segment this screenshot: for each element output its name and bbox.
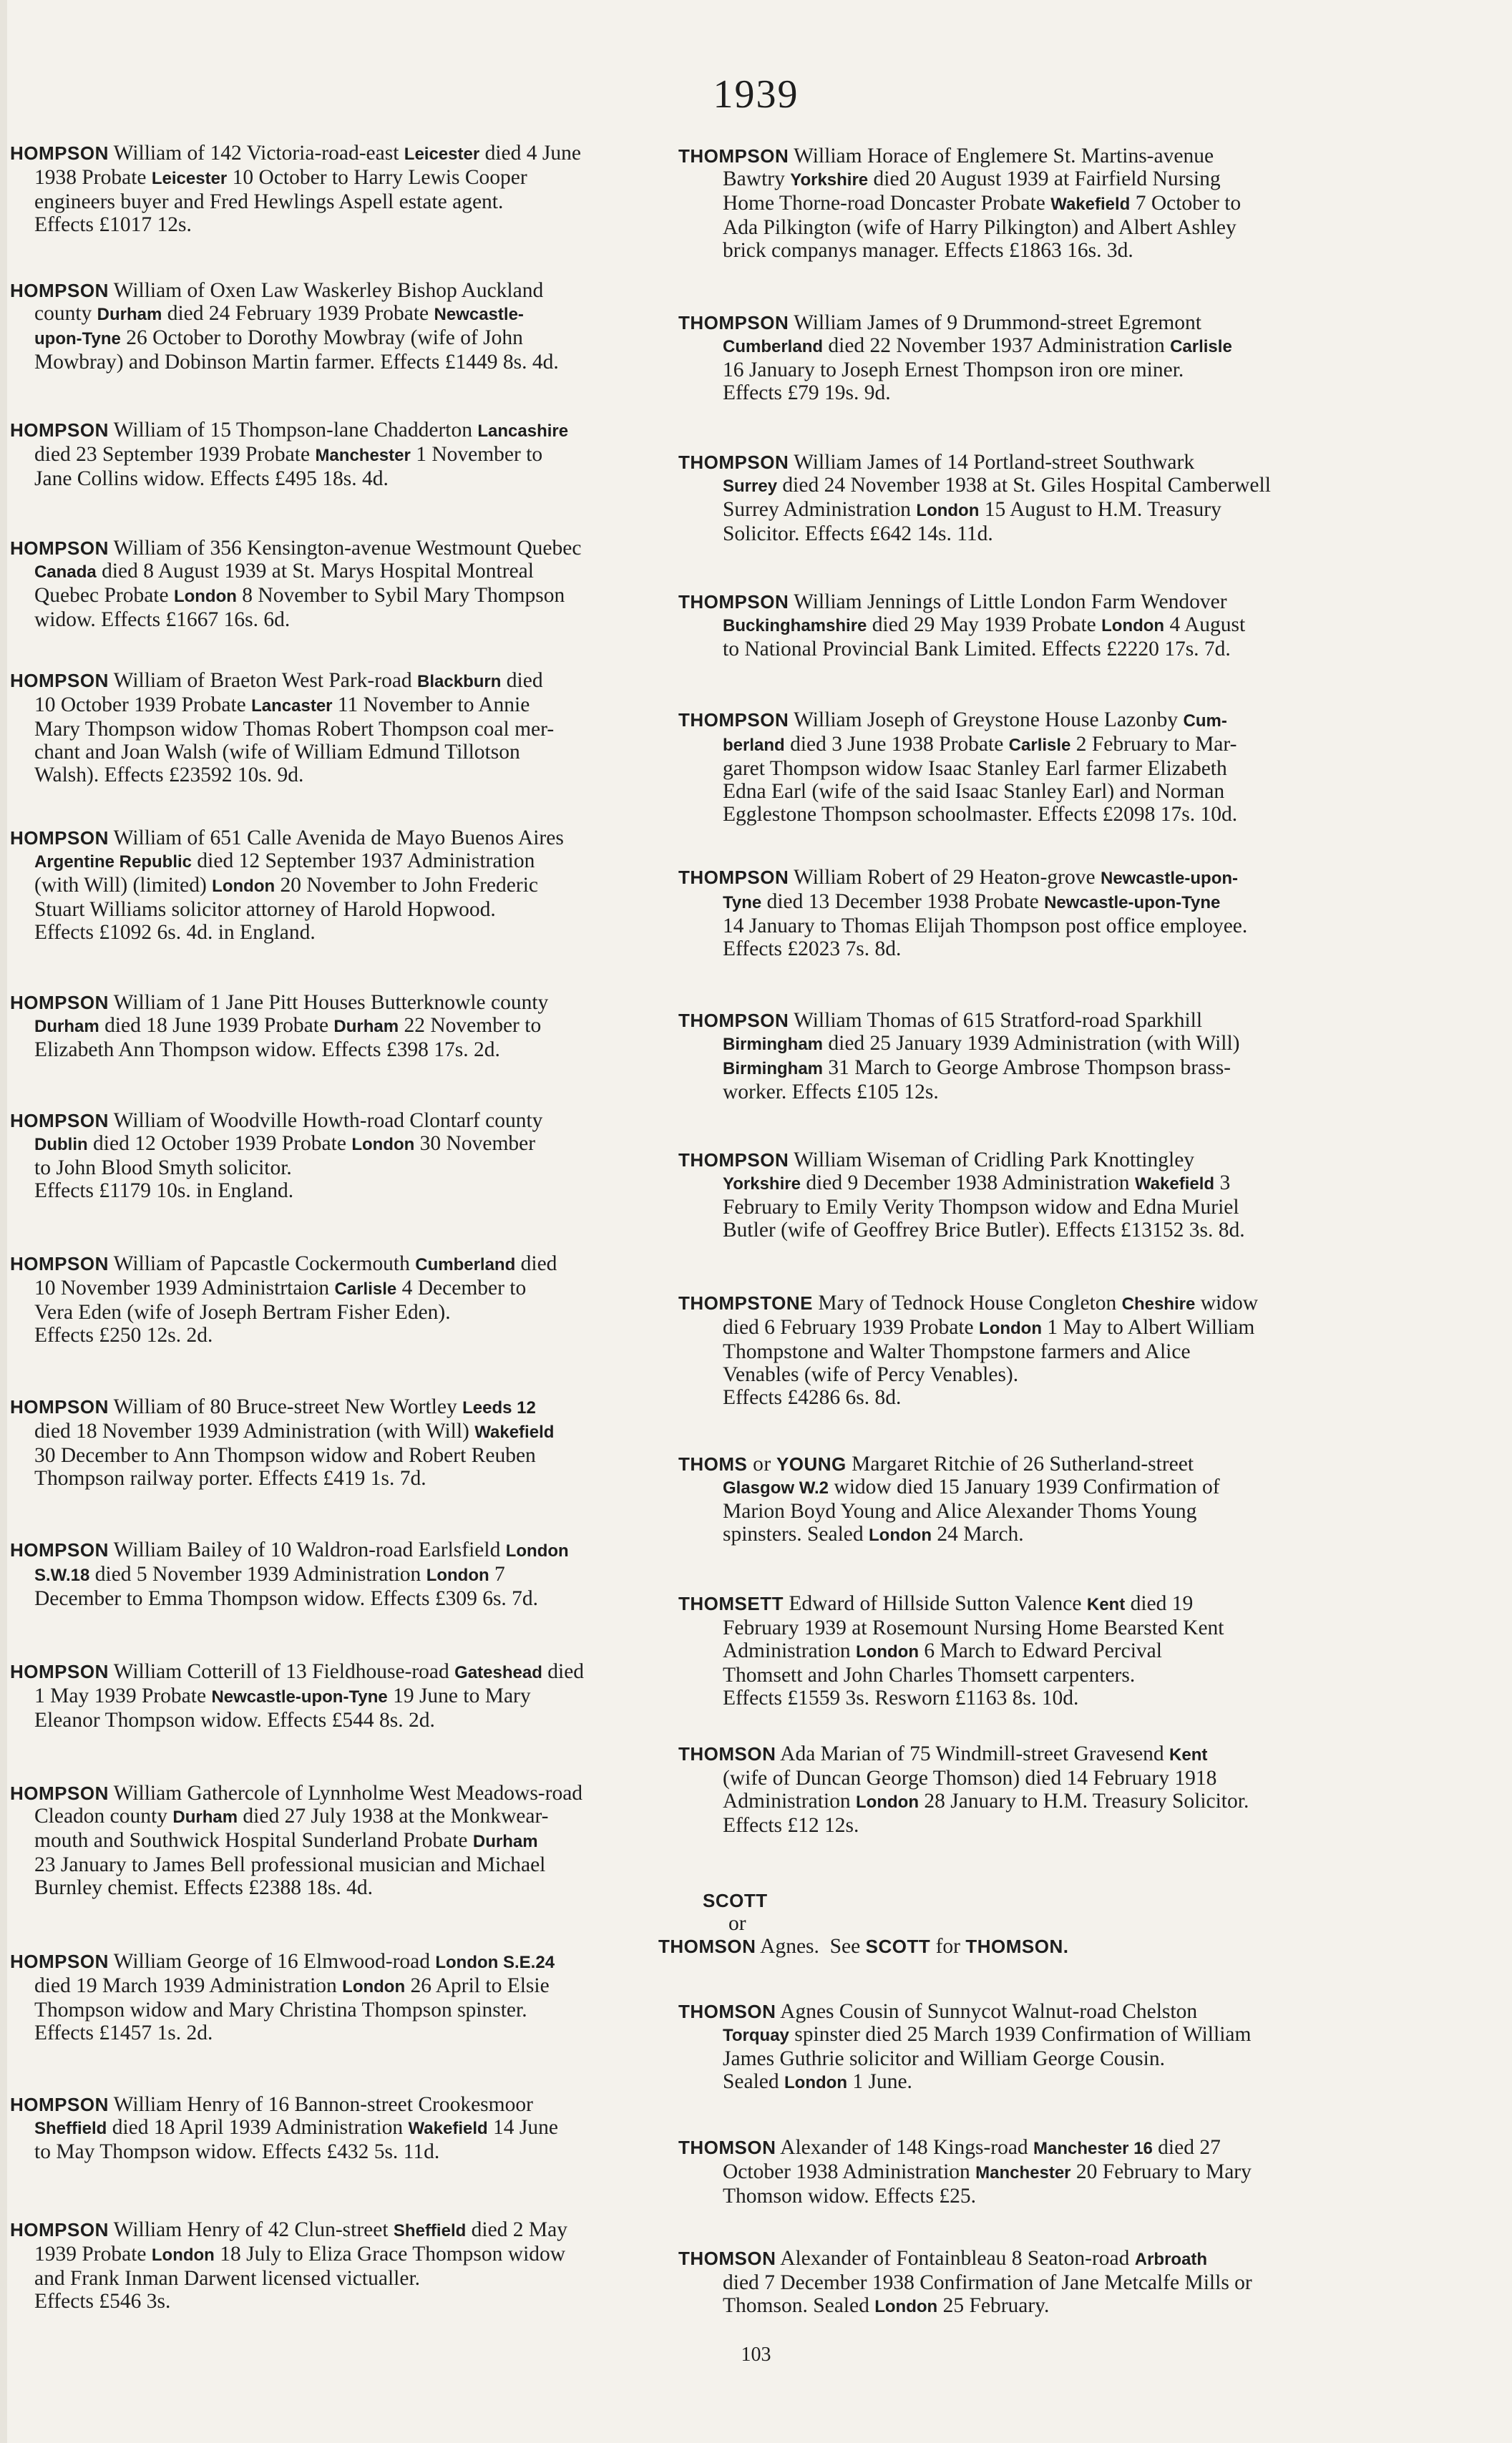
left-entry: HOMPSON William of Oxen Law Waskerley Bishop Auckland county Durham died 24 February 1939 Probate Newcastle- upon-Tyne 26 October to Dorothy Mowbray (wife of John Mowbray) and Dobinson Martin farmer. Effects £1449 8s. 4d. — [10, 279, 559, 374]
entry-surname: THOMPSON — [678, 709, 789, 731]
entry-surname: HOMPSON — [10, 1110, 109, 1131]
entry-surname: THOMSON — [678, 2137, 776, 2158]
left-entry: HOMPSON William Cotterill of 13 Fieldhouse-road Gateshead died 1 May 1939 Probate Newcastle-upon-Tyne 19 June to Mary Eleanor Thompson widow. Effects £544 8s. 2d. — [10, 1660, 585, 1732]
entry-surname: HOMPSON — [10, 2219, 109, 2240]
scott-cross-reference: SCOTT or THOMSON Agnes. See SCOTT for THOMSON. — [658, 1890, 1069, 1958]
page-year-heading: 1939 — [713, 72, 799, 117]
left-entry: HOMPSON William of Braeton West Park-road Blackburn died 10 October 1939 Probate Lancaster 11 November to Annie Mary Thompson widow Thomas Robert Thompson coal mer- chant and Joan Walsh (wife of William Edmund Tillotson Walsh). Effects £23592 10s. 9d. — [10, 669, 555, 786]
entry-surname: HOMPSON — [10, 280, 109, 301]
entry-surname: HOMPSON — [10, 992, 109, 1013]
entry-surname: HOMPSON — [10, 1783, 109, 1804]
right-entry: THOMSON Alexander of Fontainbleau 8 Seaton-road Arbroath died 7 December 1938 Confirmation of Jane Metcalfe Mills or Thomson. Sealed London 25 February. — [678, 2247, 1252, 2317]
entry-surname: HOMPSON — [10, 537, 109, 559]
left-entry: HOMPSON William of 142 Victoria-road-east Leicester died 4 June 1938 Probate Leicester 10 October to Harry Lewis Cooper engineers buyer and Fred Hewlings Aspell estate agent. Effects £1017 12s. — [10, 142, 581, 236]
left-entry: HOMPSON William of 15 Thompson-lane Chadderton Lancashire died 23 September 1939 Probate Manchester 1 November to Jane Collins widow. Effects £495 18s. 4d. — [10, 419, 569, 490]
left-entry: HOMPSON William of 80 Bruce-street New Wortley Leeds 12 died 18 November 1939 Administration (with Will) Wakefield 30 December to Ann Thompson widow and Robert Reuben Thompson railway porter. Effects £419 1s. 7d. — [10, 1395, 555, 1490]
right-entry: THOMSON Ada Marian of 75 Windmill-street Gravesend Kent (wife of Duncan George Thomson) died 14 February 1918 Administration London 28 January to H.M. Treasury Solicitor. Effects £12 12s. — [678, 1742, 1249, 1837]
entry-surname: THOMS or YOUNG — [678, 1453, 847, 1476]
entry-surname: HOMPSON — [10, 419, 109, 441]
right-entry: THOMPSTONE Mary of Tednock House Congleton Cheshire widow died 6 February 1939 Probate London 1 May to Albert William Thompstone and Walter Thompstone farmers and Alice Venables (wife of Percy Venables). Effects £4286 6s. 8d. — [678, 1292, 1258, 1409]
right-entry: THOMSON Agnes Cousin of Sunnycot Walnut-road Chelston Torquay spinster died 25 March 1939 Confirmation of William James Guthrie solicitor and William George Cousin. Sealed London 1 June. — [678, 2000, 1252, 2093]
left-entry: HOMPSON William of 1 Jane Pitt Houses Butterknowle county Durham died 18 June 1939 Probate Durham 22 November to Elizabeth Ann Thompson widow. Effects £398 17s. 2d. — [10, 991, 549, 1061]
entry-surname: HOMPSON — [10, 827, 109, 849]
entry-surname: THOMSETT — [678, 1593, 784, 1614]
right-entry: THOMPSON William James of 9 Drummond-street Egremont Cumberland died 22 November 1937 Administration Carlisle 16 January to Joseph Ernest Thompson iron ore miner. Effects £79 19s. 9d. — [678, 311, 1232, 404]
entry-surname: HOMPSON — [10, 1539, 109, 1561]
page-number: 103 — [741, 2344, 771, 2366]
left-entry: HOMPSON William Henry of 42 Clun-street Sheffield died 2 May 1939 Probate London 18 July to Eliza Grace Thompson widow and Frank Inman Darwent licensed victualler. Effects £546 3s. — [10, 2218, 568, 2313]
left-entry: HOMPSON William Gathercole of Lynnholme West Meadows-road Cleadon county Durham died 27 July 1938 at the Monkwear- mouth and Southwick Hospital Sunderland Probate Durham 23 January to James Bell professional musician and Michael Burnley chemist. Effects £2388 18s. 4d. — [10, 1782, 583, 1899]
entry-surname: THOMPSON — [678, 1149, 789, 1171]
right-entry: THOMSON Alexander of 148 Kings-road Manchester 16 died 27 October 1938 Administration Manchester 20 February to Mary Thomson widow. Effects £25. — [678, 2136, 1252, 2208]
right-entry: THOMSETT Edward of Hillside Sutton Valence Kent died 19 February 1939 at Rosemount Nursing Home Bearsted Kent Administration London 6 March to Edward Percival Thomsett and John Charles Thomsett carpenters. Effects £1559 3s. Resworn £1163 8s. 10d. — [678, 1592, 1224, 1710]
entry-surname: HOMPSON — [10, 2094, 109, 2115]
entry-surname: THOMSON — [678, 1743, 776, 1765]
entry-surname: HOMPSON — [10, 142, 109, 164]
left-entry: HOMPSON William Henry of 16 Bannon-street Crookesmoor Sheffield died 18 April 1939 Administration Wakefield 14 June to May Thompson widow. Effects £432 5s. 11d. — [10, 2093, 558, 2163]
left-entry: HOMPSON William Bailey of 10 Waldron-road Earlsfield London S.W.18 died 5 November 1939 Administration London 7 December to Emma Thompson widow. Effects £309 6s. 7d. — [10, 1539, 569, 1610]
right-entry: THOMPSON William Joseph of Greystone House Lazonby Cum- berland died 3 June 1938 Probate Carlisle 2 February to Mar- garet Thompson widow Isaac Stanley Earl farmer Elizabeth Edna Earl (wife of the said Isaac Stanley Earl) and Norman Egglestone Thompson schoolmaster. Effects £2098 17s. 10d. — [678, 708, 1238, 826]
entry-surname: THOMPSON — [678, 591, 789, 613]
entry-surname: THOMPSON — [678, 1010, 789, 1031]
entry-surname: HOMPSON — [10, 1951, 109, 1972]
entry-surname: HOMPSON — [10, 1396, 109, 1418]
entry-surname: THOMPSON — [678, 452, 789, 473]
right-entry: THOMPSON William Robert of 29 Heaton-grove Newcastle-upon- Tyne died 13 December 1938 Probate Newcastle-upon-Tyne 14 January to Thomas Elijah Thompson post office employee. Effects £2023 7s. 8d. — [678, 866, 1248, 960]
entry-surname: THOMPSON — [678, 867, 789, 888]
right-entry: THOMS or YOUNG Margaret Ritchie of 26 Sutherland-street Glasgow W.2 widow died 15 January 1939 Confirmation of Marion Boyd Young and Alice Alexander Thoms Young spinsters. Sealed London 24 March. — [678, 1453, 1220, 1546]
entry-surname: THOMPSON — [678, 145, 789, 167]
entry-surname: HOMPSON — [10, 1253, 109, 1274]
left-entry: HOMPSON William of Woodville Howth-road Clontarf county Dublin died 12 October 1939 Probate London 30 November to John Blood Smyth solicitor. Effects £1179 10s. in England. — [10, 1109, 543, 1202]
left-entry: HOMPSON William of 356 Kensington-avenue Westmount Quebec Canada died 8 August 1939 at St. Marys Hospital Montreal Quebec Probate London 8 November to Sybil Mary Thompson widow. Effects £1667 16s. 6d. — [10, 537, 582, 631]
entry-surname: HOMPSON — [10, 1661, 109, 1682]
right-entry: THOMPSON William Thomas of 615 Stratford-road Sparkhill Birmingham died 25 January 1939 Administration (with Will) Birmingham 31 March to George Ambrose Thompson brass- worker. Effects £105 12s. — [678, 1009, 1240, 1103]
right-entry: THOMPSON William Wiseman of Cridling Park Knottingley Yorkshire died 9 December 1938 Administration Wakefield 3 February to Emily Verity Thompson widow and Edna Muriel Butler (wife of Geoffrey Brice Butler). Effects £13152 3s. 8d. — [678, 1149, 1245, 1242]
entry-surname: THOMPSON — [678, 312, 789, 333]
right-entry: THOMPSON William James of 14 Portland-street Southwark Surrey died 24 November 1938 at St. Giles Hospital Camberwell Surrey Administration London 15 August to H.M. Treasury Solicitor. Effects £642 14s. 11d. — [678, 451, 1271, 545]
entry-surname: THOMSON — [678, 2248, 776, 2269]
left-entry: HOMPSON William of 651 Calle Avenida de Mayo Buenos Aires Argentine Republic died 12 September 1937 Administration (with Will) (limited) London 20 November to John Frederic Stuart Williams solicitor attorney of Harold Hopwood. Effects £1092 6s. 4d. in England. — [10, 826, 564, 944]
entry-surname: THOMPSTONE — [678, 1292, 813, 1314]
left-entry: HOMPSON William of Papcastle Cockermouth Cumberland died 10 November 1939 Administrtaion Carlisle 4 December to Vera Eden (wife of Joseph Bertram Fisher Eden). Effects £250 12s. 2d. — [10, 1252, 557, 1347]
entry-surname: HOMPSON — [10, 670, 109, 691]
right-entry: THOMPSON William Jennings of Little London Farm Wendover Buckinghamshire died 29 May 1939 Probate London 4 August to National Provincial Bank Limited. Effects £2220 17s. 7d. — [678, 590, 1246, 660]
entry-surname: THOMSON — [678, 2001, 776, 2022]
left-entry: HOMPSON William George of 16 Elmwood-road London S.E.24 died 19 March 1939 Administration London 26 April to Elsie Thompson widow and Mary Christina Thompson spinster. Effects £1457 1s. 2d. — [10, 1950, 555, 2044]
right-entry: THOMPSON William Horace of Englemere St. Martins-avenue Bawtry Yorkshire died 20 August 1939 at Fairfield Nursing Home Thorne-road Doncaster Probate Wakefield 7 October to Ada Pilkington (wife of Harry Pilkington) and Albert Ashley brick companys manager. Effects £1863 16s. 3d. — [678, 145, 1242, 262]
